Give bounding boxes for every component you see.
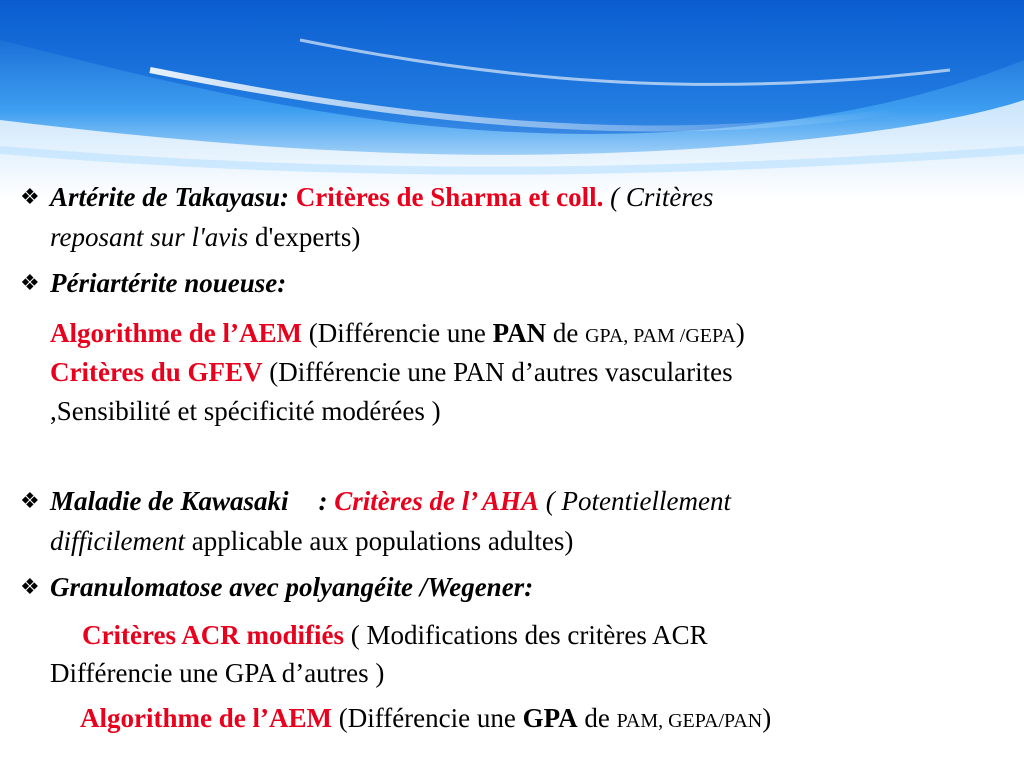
gpa-title: Granulomatose avec polyangéite /Wegener: [50,572,534,602]
diamond-bullet-icon: ❖ [20,184,40,209]
gfev-label: Critères du GFEV [50,357,263,387]
gpa-algo-close: ) [762,703,772,733]
kawasaki-line [50,486,731,516]
gpa-algo-text1: (Différencie une [331,703,523,733]
kawasaki-colon: : [318,486,328,516]
pan-algo-text1: (Différencie une [301,318,493,348]
kawasaki-note-line [50,526,573,556]
kawasaki-note-italic: ( Potentiellement [539,486,731,516]
gfev-line [50,357,733,387]
pan-algo-label: Algorithme de l’AEM [50,318,302,348]
pan-algo-line [50,318,745,351]
takayasu-note-open: ( Critères [603,182,714,212]
kawasaki-title: Maladie de Kawasaki [50,486,289,516]
gpa-title-line [50,572,533,602]
pan-title: Périartérite noueuse: [50,268,287,298]
sharma-criteria: Critères de Sharma et coll. [295,182,604,212]
pan-algo-text2: de [546,318,586,348]
acr-text2: Différencie une GPA d’autres ) [50,658,385,688]
pan-title-line [50,268,286,298]
gpa-algo-label: Algorithme de l’AEM [80,703,332,733]
gfev-text2-line [50,396,441,426]
takayasu-note-line [50,222,360,252]
gfev-text2: ,Sensibilité et spécificité modérées ) [50,396,441,426]
diamond-bullet-icon: ❖ [20,488,40,513]
takayasu-line [50,182,713,212]
acr-line [82,620,708,650]
acr-text: ( Modifications des critères ACR [343,620,708,650]
acr-text2-line [50,658,384,688]
diamond-bullet-icon: ❖ [20,270,40,295]
takayasu-note-end: d'experts) [248,222,361,252]
takayasu-note-italic: reposant sur l'avis [50,222,249,252]
pan-algo-small: GPA, PAM /GEPA [585,325,736,347]
gpa-algo-text2: de [577,703,617,733]
gpa-algo-small: PAM, GEPA/PAN [616,710,763,732]
takayasu-title: Artérite de Takayasu: [50,182,289,212]
aha-criteria: Critères de l’ AHA [334,486,540,516]
pan-algo-bold: PAN [492,318,547,348]
gpa-algo-line [80,703,771,736]
pan-algo-close: ) [735,318,745,348]
gfev-text: (Différencie une PAN d’autres vascularites [262,357,733,387]
gpa-algo-bold: GPA [522,703,578,733]
kawasaki-note-italic2: difficilement [50,526,185,556]
acr-label: Critères ACR modifiés [82,620,344,650]
diamond-bullet-icon: ❖ [20,574,40,599]
kawasaki-note-end: applicable aux populations adultes) [184,526,574,556]
